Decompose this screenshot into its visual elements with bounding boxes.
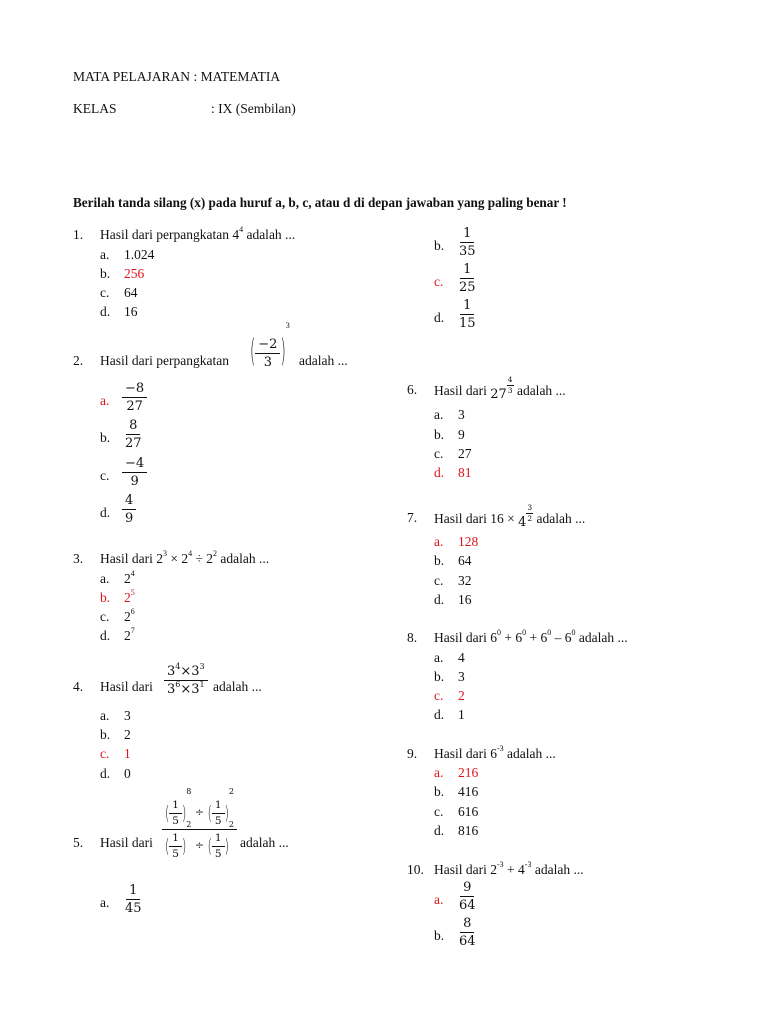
q3-option-b[interactable]: b. $2^5$	[100, 588, 135, 605]
q1-option-b[interactable]: b. 256	[100, 266, 145, 281]
q3-option-a[interactable]: a. $2^4$	[100, 569, 135, 586]
question-number: 10.	[407, 862, 424, 877]
q4-option-d[interactable]: d. 0	[100, 766, 131, 781]
q7-option-c[interactable]: c. 32	[434, 573, 472, 588]
question-number: 6.	[407, 382, 418, 397]
class-label: KELAS	[73, 101, 117, 116]
subject-label: MATA PELAJARAN	[73, 69, 191, 84]
q6-option-b[interactable]: b. 9	[434, 427, 465, 442]
q8-option-b[interactable]: b. 3	[434, 669, 465, 684]
q9-option-b[interactable]: b. 416	[434, 784, 479, 799]
exponent: 4	[239, 225, 244, 234]
question-text-end: adalah ...	[299, 353, 348, 368]
question-number: 8.	[407, 630, 418, 645]
q8-option-d[interactable]: d. 1	[434, 707, 465, 722]
question-10: 10. Hasil dari $2^{-3} + 4^{-3}$ adalah ...	[407, 860, 584, 877]
question-number: 9.	[407, 746, 418, 761]
q1-option-a[interactable]: a. 1.024	[100, 247, 155, 262]
question-3: 3. Hasil dari $2^3 \times 2^4 \div 2^2$ adalah ...	[73, 549, 270, 566]
question-text: Hasil dari	[100, 835, 153, 850]
question-text-end: adalah ...	[240, 835, 289, 850]
question-number: 1.	[73, 227, 84, 242]
q9-option-c[interactable]: c. 616	[434, 804, 479, 819]
q3-option-c[interactable]: c. $2^6$	[100, 607, 135, 624]
q2-expression: ( $\frac{-2}{3}$ )$^3$	[250, 321, 290, 371]
question-1	[73, 225, 296, 242]
question-text: Hasil dari	[100, 679, 153, 694]
question-number: 4.	[73, 679, 84, 694]
q9-option-d[interactable]: d. 816	[434, 823, 479, 838]
q1-option-c[interactable]: c. 64	[100, 285, 138, 300]
subject-value: MATEMATIA	[200, 69, 281, 84]
question-text-end: adalah ...	[243, 227, 296, 242]
q4-expression: $\frac{3^4\times 3^3}{3^6\times 3^1}$	[164, 665, 208, 696]
q1-option-d[interactable]: d. 16	[100, 304, 138, 319]
question-text-end: adalah ...	[213, 679, 262, 694]
question-number: 3.	[73, 551, 84, 566]
question-8: 8. Hasil dari $6^0 + 6^0 + 6^0 - 6^0$ adalah ...	[407, 628, 628, 645]
question-number: 7.	[407, 510, 418, 525]
question-2	[73, 353, 229, 368]
question-number: 2.	[73, 353, 84, 368]
q8-option-a[interactable]: a. 4	[434, 650, 465, 665]
q7-option-b[interactable]: b. 64	[434, 553, 472, 568]
q4-option-c[interactable]: c. 1	[100, 746, 131, 761]
question-number: 5.	[73, 835, 84, 850]
q9-option-a[interactable]: a. 216	[434, 765, 479, 780]
instruction-text: Berilah tanda silang (x) pada huruf a, b, c, atau d di depan jawaban yang paling benar !	[73, 195, 567, 210]
q6-option-d[interactable]: d. 81	[434, 465, 472, 480]
q7-option-d[interactable]: d. 16	[434, 592, 472, 607]
q6-option-a[interactable]: a. 3	[434, 407, 465, 422]
subject-separator: :	[193, 69, 198, 84]
q4-option-a[interactable]: a. 3	[100, 708, 131, 723]
question-9: 9. Hasil dari $6^{-3}$ adalah ...	[407, 744, 556, 761]
q6-option-c[interactable]: c. 27	[434, 446, 472, 461]
q7-option-a[interactable]: a. 128	[434, 534, 479, 549]
question-5	[73, 835, 153, 850]
class-value: : IX (Sembilan)	[211, 101, 296, 116]
q3-option-d[interactable]: d. $2^7$	[100, 626, 135, 643]
q4-option-b[interactable]: b. 2	[100, 727, 131, 742]
subject-line	[73, 70, 280, 84]
q5-expression: ( $\frac{1}{5}$ )$^8$ ÷ ( $\frac{1}{5}$ )$^2$ ( $\frac{1}{5}$ )$^2$ ÷ ( $\frac{1}{5}$ )$^2$	[162, 800, 237, 859]
question-4	[73, 679, 153, 694]
question-7: 7. Hasil dari 16 × 4 $\frac{3}{2}$ adalah ...	[407, 503, 586, 531]
q8-option-c[interactable]: c. 2	[434, 688, 465, 703]
question-text: Hasil dari perpangkatan 4	[100, 227, 240, 242]
question-6: 6. Hasil dari 27 $\frac{4}{3}$ adalah ...	[407, 375, 566, 403]
question-text: Hasil dari perpangkatan	[100, 353, 229, 368]
